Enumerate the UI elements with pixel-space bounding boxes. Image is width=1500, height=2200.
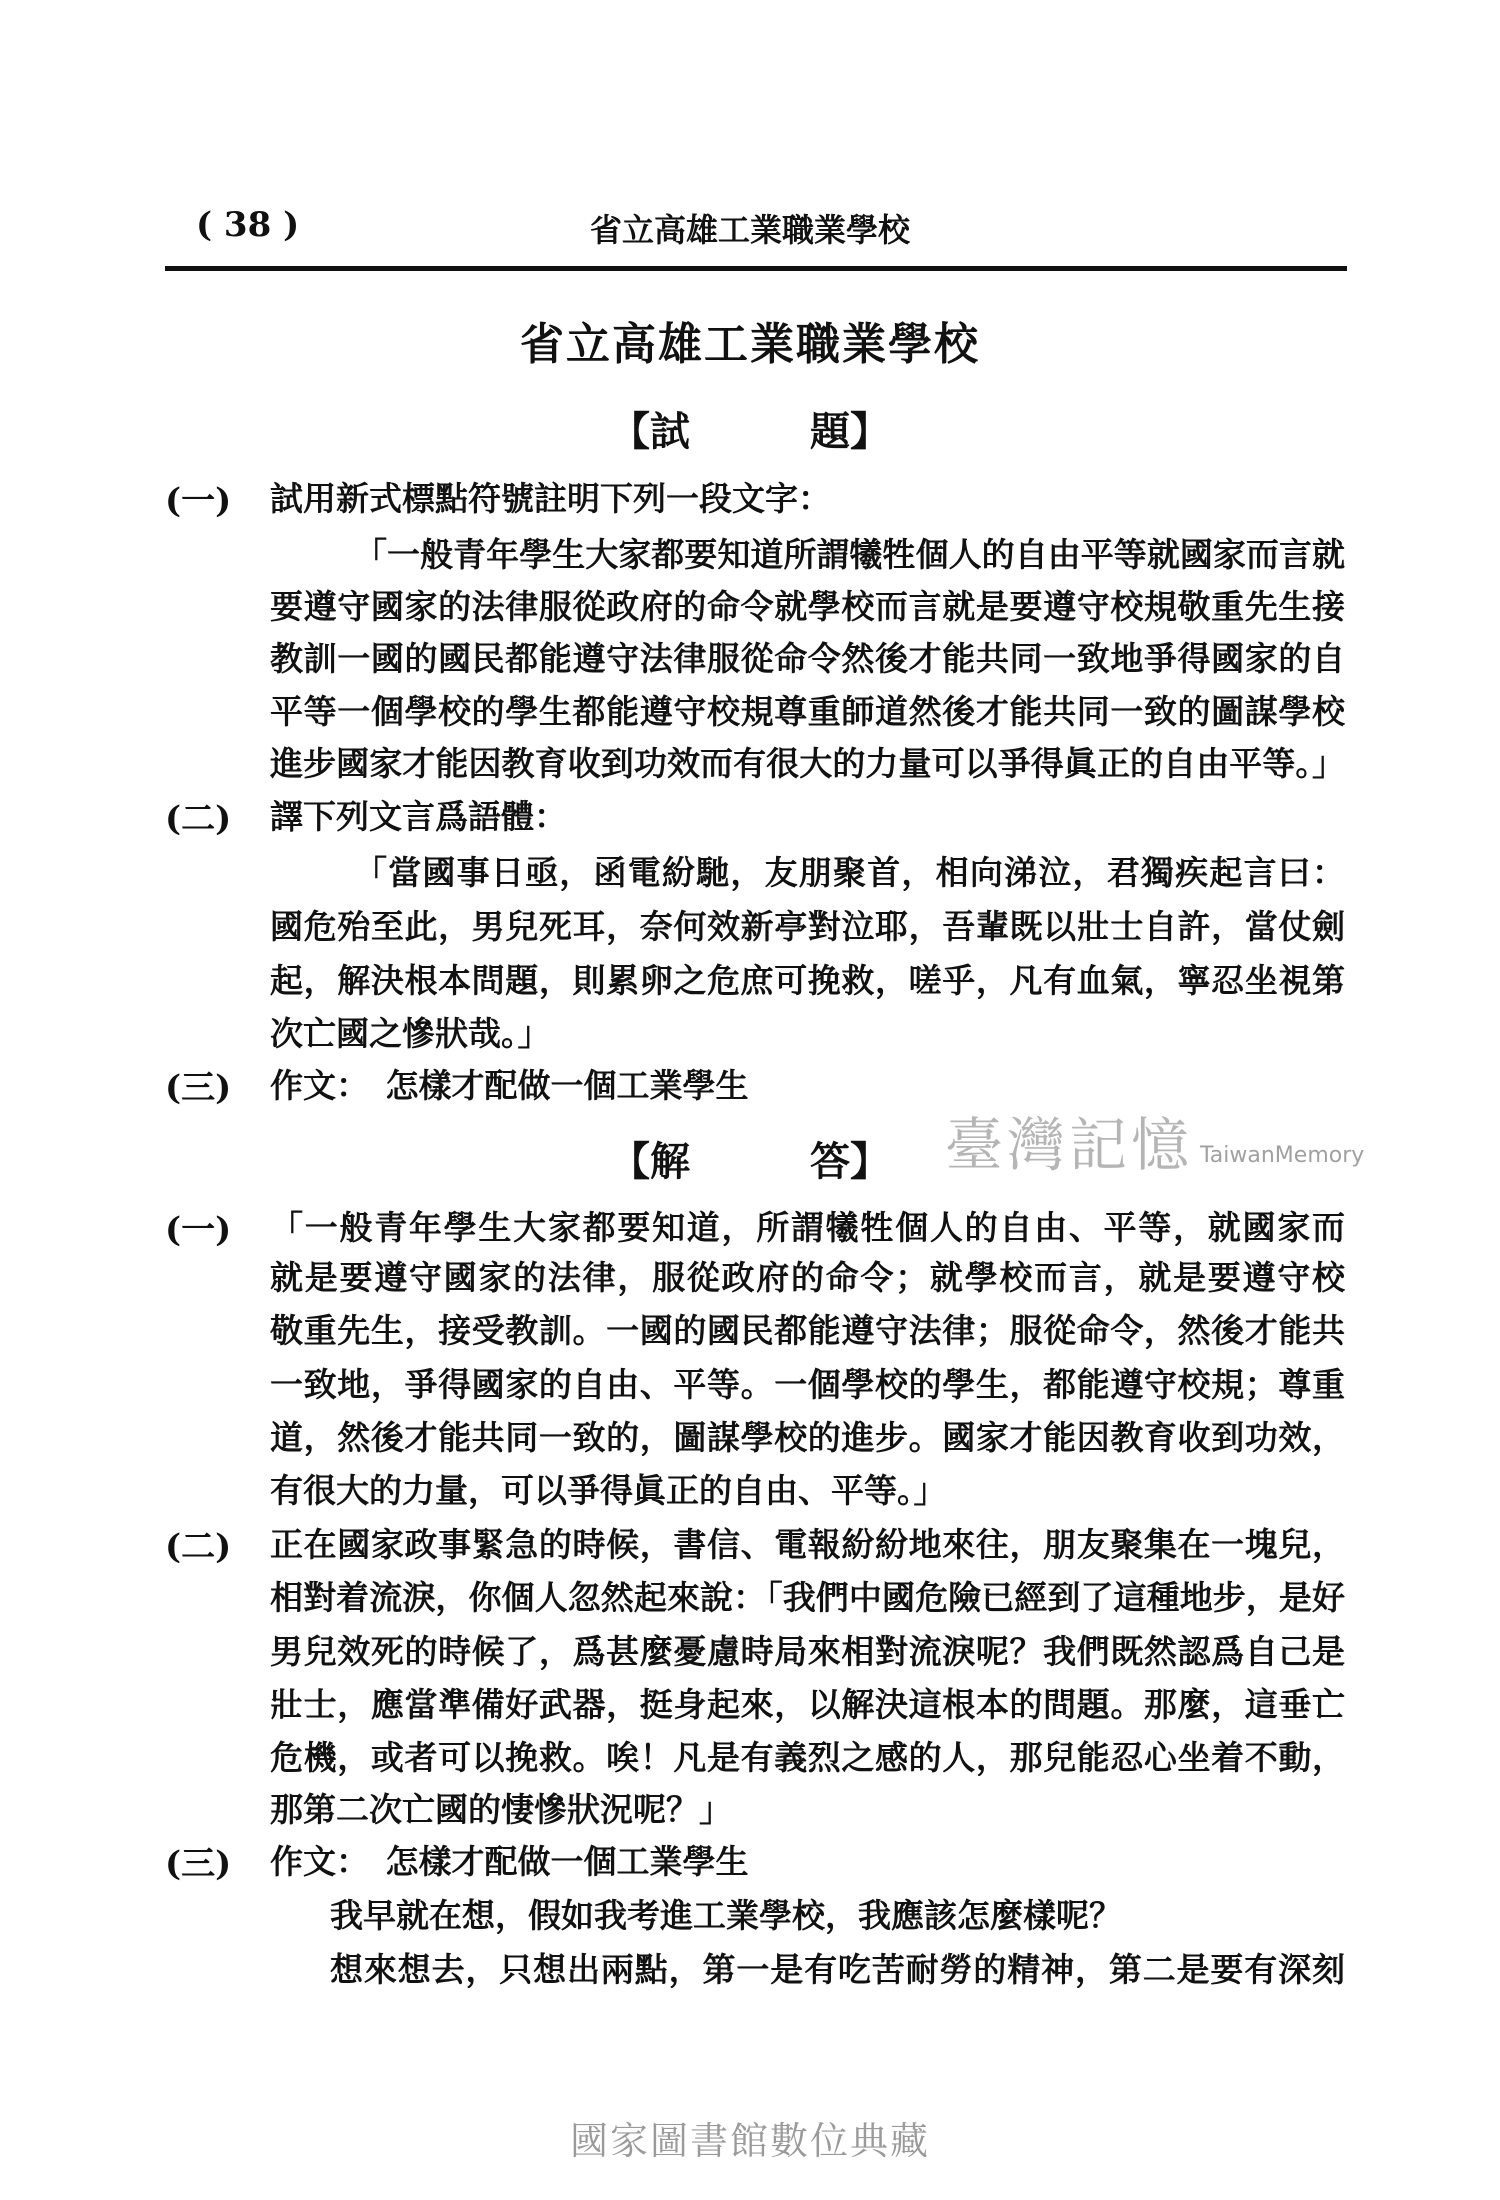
answer-2-line: 那第二次亡國的悽慘狀況呢？」 (270, 1790, 732, 1828)
answer-2-marker: (二) (165, 1527, 232, 1567)
question-1-prompt: 試用新式標點符號註明下列一段文字： (270, 479, 831, 517)
question-2-line: 「當國事日亟，函電紛馳，友朋聚首，相向涕泣，君獨疾起言曰： (354, 853, 1345, 891)
answer-1-line: 一致地，爭得國家的自由、平等。一個學校的學生，都能遵守校規；尊重 (270, 1365, 1345, 1403)
question-2-line: 起，解決根本問題，則累卵之危庶可挽救，嗟乎，凡有血氣，寧忍坐視第 (270, 961, 1345, 999)
answer-2-line: 壯士，應當準備好武器，挺身起來，以解決這根本的問題。那麼，這垂亡 (270, 1685, 1345, 1723)
answer-3-line: 我早就在想，假如我考進工業學校，我應該怎麼樣呢？ (330, 1896, 1122, 1934)
answer-3-prompt: 作文： 怎樣才配做一個工業學生 (270, 1842, 749, 1880)
page-title: 省立高雄工業職業學校 (520, 319, 980, 370)
answer-3-marker: (三) (165, 1844, 232, 1884)
question-2-marker: (二) (165, 799, 232, 839)
question-1-line: 要遵守國家的法律服從政府的命令就學校而言就是要遵守校規敬重先生接 (270, 587, 1345, 625)
answer-1-line: 就是要遵守國家的法律，服從政府的命令；就學校而言，就是要遵守校 (270, 1258, 1345, 1296)
answer-2-line: 正在國家政事緊急的時候，書信、電報紛紛地來往，朋友聚集在一塊兒， (270, 1525, 1345, 1563)
answer-1-line: 有很大的力量，可以爭得眞正的自由、平等。」 (270, 1471, 947, 1509)
answer-1-line: 道，然後才能共同一致的，圖謀學校的進步。國家才能因教育收到功效， (270, 1418, 1345, 1456)
page-number: ( 38 ) (196, 205, 300, 245)
header-rule (165, 266, 1347, 271)
answer-1-line: 「一般青年學生大家都要知道，所謂犧牲個人的自由、平等，就國家而 (270, 1208, 1345, 1246)
question-3-marker: (三) (165, 1068, 232, 1108)
watermark-english: TaiwanMemory (1200, 1143, 1365, 1168)
answer-2-line: 相對着流淚，你個人忽然起來說：「我們中國危險已經到了這種地步，是好 (270, 1578, 1345, 1616)
footer-credit: 國家圖書館數位典藏 (569, 2119, 930, 2163)
question-1-line: 「一般青年學生大家都要知道所謂犧牲個人的自由平等就國家而言就 (354, 535, 1345, 573)
answer-3-line: 想來想去，只想出兩點，第一是有吃苦耐勞的精神，第二是要有深刻 (330, 1950, 1345, 1988)
question-1-marker: (一) (165, 481, 232, 521)
watermark-logo: 臺灣記憶 (945, 1111, 1194, 1179)
answer-1-marker: (一) (165, 1210, 232, 1250)
questions-heading: 【試 題】 (610, 408, 890, 455)
question-1-line: 教訓一國的國民都能遵守法律服從命令然後才能共同一致地爭得國家的自 (270, 639, 1345, 677)
answer-2-line: 危機，或者可以挽救。唉！凡是有義烈之感的人，那兒能忍心坐着不動， (270, 1738, 1345, 1776)
answer-2-line: 男兒效死的時候了，爲甚麼憂慮時局來相對流淚呢？我們既然認爲自己是 (270, 1632, 1345, 1670)
running-header: 省立高雄工業職業學校 (589, 211, 910, 249)
question-2-prompt: 譯下列文言爲語體： (270, 797, 567, 835)
answer-1-line: 敬重先生，接受教訓。一國的國民都能遵守法律；服從命令，然後才能共 (270, 1311, 1345, 1349)
question-2-line: 次亡國之慘狀哉。」 (270, 1014, 551, 1052)
question-2-line: 國危殆至此，男兒死耳，奈何效新亭對泣耶，吾輩既以壯士自許，當仗劍 (270, 907, 1345, 945)
answers-heading: 【解 答】 (610, 1138, 890, 1185)
question-3-prompt: 作文： 怎樣才配做一個工業學生 (270, 1066, 749, 1104)
question-1-line: 平等一個學校的學生都能遵守校規尊重師道然後才能共同一致的圖謀學校 (270, 692, 1345, 730)
question-1-line: 進步國家才能因教育收到功效而有很大的力量可以爭得眞正的自由平等。」 (270, 744, 1345, 782)
